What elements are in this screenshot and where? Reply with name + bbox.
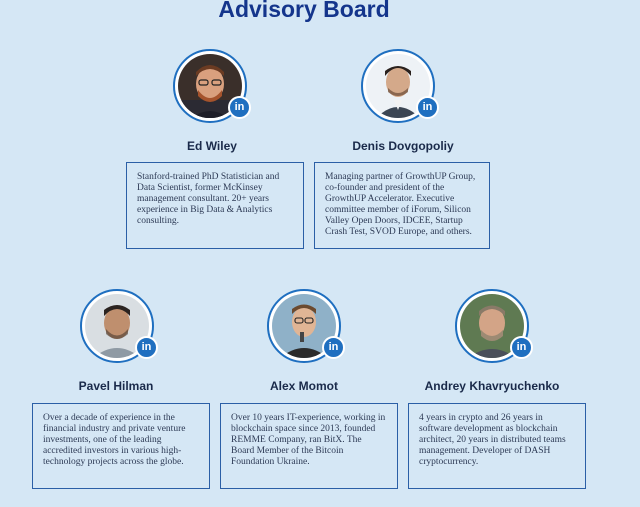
linkedin-icon[interactable]: in — [228, 96, 251, 119]
bio-divider — [314, 162, 490, 163]
linkedin-icon[interactable]: in — [322, 336, 345, 359]
advisor-bio-denis-dovgopoliy — [314, 162, 490, 249]
advisor-bio-text: Over a decade of experience in the financial industry and private venture investments, one of the leading accredited investors in various high-technology projects across the globe. — [43, 413, 186, 467]
advisor-photo-alex-momot — [267, 289, 341, 363]
advisor-bio-text: 4 years in crypto and 26 years in software development as blockchain architect, 20 years in distributed teams management. Developer of DASH cryptocurrency. — [419, 413, 566, 467]
advisor-photo-ed-wiley — [173, 49, 247, 123]
advisor-bio-alex-momot — [220, 403, 398, 489]
bio-divider — [32, 403, 210, 404]
advisor-name-alex-momot: Alex Momot — [269, 379, 338, 393]
advisor-bio-andrey-khavryuchenko — [408, 403, 586, 489]
advisor-name-pavel-hilman: Pavel Hilman — [78, 379, 154, 393]
advisor-photo-andrey-khavryuchenko — [455, 289, 529, 363]
advisor-name-ed-wiley: Ed Wiley — [187, 139, 237, 153]
advisor-bio-text: Managing partner of GrowthUP Group, co-founder and president of the GrowthUP Accelerator. Executive committee member of iForum, Silicon Valley Open Doors, IDCEE, Startup Crash Test, SVOD Europe, and others. — [325, 172, 476, 237]
page-title: Advisory Board — [218, 0, 390, 22]
bio-divider — [126, 162, 304, 163]
advisor-bio-ed-wiley — [126, 162, 304, 249]
linkedin-icon[interactable]: in — [510, 336, 533, 359]
advisor-name-denis-dovgopoliy: Denis Dovgopoliy — [352, 139, 454, 153]
linkedin-icon[interactable]: in — [135, 336, 158, 359]
advisor-bio-text: Stanford-trained PhD Statistician and Data Scientist, former McKinsey management consultant. 20+ years experience in Big Data & Analytics consulting. — [137, 172, 280, 226]
bio-divider — [408, 403, 586, 404]
advisor-bio-text: Over 10 years IT-experience, working in blockchain space since 2013, founded REMME Company, ran BitX. The Board Member of the Bitcoin Foundation Ukraine. — [231, 413, 386, 467]
advisor-name-andrey-khavryuchenko: Andrey Khavryuchenko — [424, 379, 560, 393]
advisor-photo-denis-dovgopoliy — [361, 49, 435, 123]
linkedin-icon[interactable]: in — [416, 96, 439, 119]
advisor-bio-pavel-hilman — [32, 403, 210, 489]
advisor-photo-pavel-hilman — [80, 289, 154, 363]
bio-divider — [220, 403, 398, 404]
